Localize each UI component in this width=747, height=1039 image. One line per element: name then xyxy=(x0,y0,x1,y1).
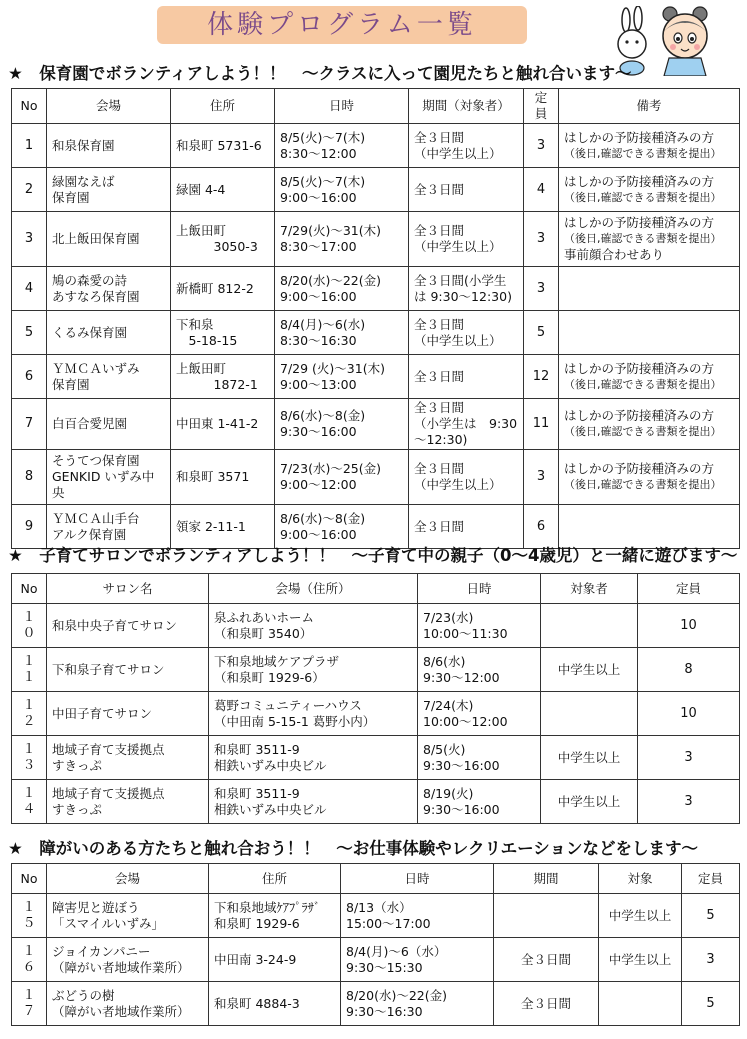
row-capacity: 5 xyxy=(682,982,740,1026)
row-address: 中田東 1-41-2 xyxy=(171,399,275,450)
row-venue: ぶどうの樹 （障がい者地域作業所） xyxy=(47,982,209,1026)
note-vaccination: はしかの予防接種済みの方 xyxy=(564,173,715,189)
row-address: 下和泉地域ｹｱﾌﾟﾗｻﾞ 和泉町 1929-6 xyxy=(209,894,341,938)
header-address: 住所 xyxy=(209,864,341,894)
row-venue: ジョイカンパニー （障がい者地域作業所） xyxy=(47,938,209,982)
header-datetime: 日時 xyxy=(275,89,409,124)
row-no: 4 xyxy=(12,267,47,311)
row-datetime: 8/13（水） 15:00～17:00 xyxy=(341,894,494,938)
row-datetime: 8/6(水) 9:30～12:00 xyxy=(418,648,541,692)
section-heading-salon: ★ 子育てサロンでボランティアしよう！！ ～子育て中の親子（0～4歳児）と一緒に遊びます～ xyxy=(8,546,738,565)
row-address: 新橋町 812-2 xyxy=(171,267,275,311)
row-datetime: 8/5(火) 9:30～16:00 xyxy=(418,736,541,780)
row-no: １２ xyxy=(12,692,47,736)
row-capacity: 3 xyxy=(524,450,559,505)
header-no: No xyxy=(12,864,47,894)
row-datetime: 7/29(火)～31(木) 8:30～17:00 xyxy=(275,212,409,267)
row-target xyxy=(541,604,638,648)
row-datetime: 8/6(水)～8(金) 9:30～16:00 xyxy=(275,399,409,450)
row-period: 全３日間 （中学生以上） xyxy=(409,212,524,267)
note-vaccination: はしかの予防接種済みの方 xyxy=(564,461,715,476)
row-target xyxy=(599,982,682,1026)
row-no: 7 xyxy=(12,399,47,450)
row-no: 8 xyxy=(12,450,47,505)
note-documents: （後日,確認できる書類を提出） xyxy=(564,232,722,245)
row-venue-address: 泉ふれあいホーム （和泉町 3540） xyxy=(209,604,418,648)
row-period: 全３日間 xyxy=(409,505,524,549)
table-row xyxy=(12,736,740,780)
header-datetime: 日時 xyxy=(341,864,494,894)
row-capacity: 3 xyxy=(524,267,559,311)
row-notes xyxy=(559,124,740,168)
header-address: 住所 xyxy=(171,89,275,124)
row-no: 6 xyxy=(12,355,47,399)
table-row xyxy=(12,399,740,450)
row-target: 中学生以上 xyxy=(541,736,638,780)
row-period: 全３日間 xyxy=(494,982,599,1026)
row-notes xyxy=(559,267,740,311)
table-header-row xyxy=(12,89,740,124)
table-row xyxy=(12,168,740,212)
table-row xyxy=(12,124,740,168)
note-documents: （後日,確認できる書類を提出） xyxy=(564,146,722,160)
table-row xyxy=(12,648,740,692)
row-capacity: 11 xyxy=(524,399,559,450)
row-venue: 北上飯田保育園 xyxy=(47,212,171,267)
row-salon-name: 地域子育て支援拠点 すきっぷ xyxy=(47,736,209,780)
row-venue: 和泉保育園 xyxy=(47,124,171,168)
row-salon-name: 中田子育てサロン xyxy=(47,692,209,736)
row-capacity: 6 xyxy=(524,505,559,549)
row-target: 中学生以上 xyxy=(599,894,682,938)
table-header-row xyxy=(12,574,740,604)
row-no: 3 xyxy=(12,212,47,267)
header-capacity: 定員 xyxy=(638,574,740,604)
header-venue: 会場 xyxy=(47,864,209,894)
row-period: 全３日間(小学生 は 9:30～12:30) xyxy=(409,267,524,311)
row-target: 中学生以上 xyxy=(541,648,638,692)
row-notes xyxy=(559,311,740,355)
header-salon-name: サロン名 xyxy=(47,574,209,604)
row-datetime: 8/20(水)～22(金) 9:00～16:00 xyxy=(275,267,409,311)
table-row xyxy=(12,692,740,736)
child-icon xyxy=(663,7,707,76)
row-venue: 鳩の森愛の詩 あすなろ保育園 xyxy=(47,267,171,311)
row-address: 領家 2-11-1 xyxy=(171,505,275,549)
row-capacity: 10 xyxy=(638,692,740,736)
row-period: 全３日間 xyxy=(494,938,599,982)
note-vaccination: はしかの予防接種済みの方 xyxy=(564,360,715,376)
table-row xyxy=(12,982,740,1026)
row-period: 全３日間 （中学生以上） xyxy=(409,124,524,168)
salon-table xyxy=(11,573,740,824)
row-venue: ＹＭＣＡいずみ 保育園 xyxy=(47,355,171,399)
row-notes xyxy=(559,399,740,450)
row-datetime: 7/24(木) 10:00～12:00 xyxy=(418,692,541,736)
note-documents: （後日,確認できる書類を提出） xyxy=(564,190,722,204)
header-period: 期間 xyxy=(494,864,599,894)
row-no: １４ xyxy=(12,780,47,824)
row-no: 1 xyxy=(12,124,47,168)
row-no: 5 xyxy=(12,311,47,355)
section-heading-disability: ★ 障がいのある方たちと触れ合おう！！ ～お仕事体験やレクリエーションなどをします～ xyxy=(8,839,698,858)
row-target xyxy=(541,692,638,736)
row-notes xyxy=(559,212,740,267)
table-row xyxy=(12,267,740,311)
header-target: 対象者 xyxy=(541,574,638,604)
row-capacity: 3 xyxy=(524,212,559,267)
row-period: 全３日間 （小学生は 9:30 ～12:30) xyxy=(409,399,524,450)
header-notes: 備考 xyxy=(559,89,740,124)
header-datetime: 日時 xyxy=(418,574,541,604)
row-capacity: 3 xyxy=(638,780,740,824)
row-venue-address: 和泉町 3511-9 相鉄いずみ中央ビル xyxy=(209,736,418,780)
row-no: １０ xyxy=(12,604,47,648)
row-datetime: 8/20(水)～22(金) 9:30～16:30 xyxy=(341,982,494,1026)
row-venue: ＹＭＣＡ山手台 アルク保育園 xyxy=(47,505,171,549)
row-salon-name: 和泉中央子育てサロン xyxy=(47,604,209,648)
row-no: １６ xyxy=(12,938,47,982)
row-capacity: 5 xyxy=(524,311,559,355)
row-no: １５ xyxy=(12,894,47,938)
note-documents: （後日,確認できる書類を提出） xyxy=(564,478,722,491)
row-address: 緑園 4-4 xyxy=(171,168,275,212)
table-row xyxy=(12,780,740,824)
header-no: No xyxy=(12,574,47,604)
header-capacity: 定員 xyxy=(682,864,740,894)
row-period: 全３日間 （中学生以上） xyxy=(409,311,524,355)
row-period xyxy=(494,894,599,938)
row-address: 下和泉 5-18-15 xyxy=(171,311,275,355)
row-no: １７ xyxy=(12,982,47,1026)
header-period: 期間（対象者） xyxy=(409,89,524,124)
row-capacity: 4 xyxy=(524,168,559,212)
row-venue: くるみ保育園 xyxy=(47,311,171,355)
row-address: 和泉町 4884-3 xyxy=(209,982,341,1026)
row-no: １１ xyxy=(12,648,47,692)
table-row xyxy=(12,355,740,399)
row-address: 上飯田町 3050-3 xyxy=(171,212,275,267)
row-capacity: 5 xyxy=(682,894,740,938)
row-notes xyxy=(559,355,740,399)
row-capacity: 3 xyxy=(524,124,559,168)
row-address: 和泉町 3571 xyxy=(171,450,275,505)
table-row xyxy=(12,604,740,648)
header-venue-address: 会場（住所） xyxy=(209,574,418,604)
row-capacity: 12 xyxy=(524,355,559,399)
page-title: 体験プログラム一覧 xyxy=(157,6,527,44)
row-salon-name: 地域子育て支援拠点 すきっぷ xyxy=(47,780,209,824)
table-row xyxy=(12,311,740,355)
table-header-row xyxy=(12,864,740,894)
row-venue: 白百合愛児園 xyxy=(47,399,171,450)
row-period: 全３日間 xyxy=(409,355,524,399)
row-no: 9 xyxy=(12,505,47,549)
row-datetime: 8/5(火)～7(木) 9:00～16:00 xyxy=(275,168,409,212)
row-datetime: 8/19(火) 9:30～16:00 xyxy=(418,780,541,824)
row-address: 中田南 3-24-9 xyxy=(209,938,341,982)
row-target: 中学生以上 xyxy=(541,780,638,824)
row-venue: そうてつ保育園 GENKID いずみ中 央 xyxy=(47,450,171,505)
table-row xyxy=(12,938,740,982)
row-address: 上飯田町 1872-1 xyxy=(171,355,275,399)
header-venue: 会場 xyxy=(47,89,171,124)
row-no: １３ xyxy=(12,736,47,780)
row-notes xyxy=(559,450,740,505)
disability-table xyxy=(11,863,740,1026)
header-no: No xyxy=(12,89,47,124)
row-venue: 緑園なえば 保育園 xyxy=(47,168,171,212)
row-datetime: 8/5(火)～7(木) 8:30～12:00 xyxy=(275,124,409,168)
row-capacity: 3 xyxy=(682,938,740,982)
row-datetime: 8/4(月)～6(水) 8:30～16:30 xyxy=(275,311,409,355)
row-notes xyxy=(559,168,740,212)
row-venue: 障害児と遊ぼう 「スマイルいずみ」 xyxy=(47,894,209,938)
section-heading-nursery: ★ 保育園でボランティアしよう！！ ～クラスに入って園児たちと触れ合います～ xyxy=(8,64,632,83)
row-period: 全３日間 xyxy=(409,168,524,212)
row-address: 和泉町 5731-6 xyxy=(171,124,275,168)
table-row xyxy=(12,894,740,938)
row-capacity: 8 xyxy=(638,648,740,692)
header-target: 対象 xyxy=(599,864,682,894)
header-capacity: 定員 xyxy=(524,89,559,124)
row-datetime: 7/23(水) 10:00～11:30 xyxy=(418,604,541,648)
note-meeting: 事前顔合わせあり xyxy=(564,247,665,262)
note-vaccination: はしかの予防接種済みの方 xyxy=(564,408,715,423)
row-datetime: 7/23(水)～25(金) 9:00～12:00 xyxy=(275,450,409,505)
nursery-table xyxy=(11,88,740,549)
note-documents: （後日,確認できる書類を提出） xyxy=(564,377,722,391)
row-period: 全３日間 （中学生以上） xyxy=(409,450,524,505)
note-vaccination: はしかの予防接種済みの方 xyxy=(564,129,715,145)
table-row xyxy=(12,450,740,505)
note-vaccination: はしかの予防接種済みの方 xyxy=(564,215,715,230)
note-documents: （後日,確認できる書類を提出） xyxy=(564,425,722,438)
row-target: 中学生以上 xyxy=(599,938,682,982)
row-capacity: 10 xyxy=(638,604,740,648)
row-capacity: 3 xyxy=(638,736,740,780)
row-datetime: 8/4(月)～6（水） 9:30～15:30 xyxy=(341,938,494,982)
row-venue-address: 下和泉地域ケアプラザ （和泉町 1929-6） xyxy=(209,648,418,692)
row-salon-name: 下和泉子育てサロン xyxy=(47,648,209,692)
table-row xyxy=(12,212,740,267)
row-venue-address: 葛野コミュニティーハウス （中田南 5-15-1 葛野小内） xyxy=(209,692,418,736)
row-venue-address: 和泉町 3511-9 相鉄いずみ中央ビル xyxy=(209,780,418,824)
row-datetime: 7/29 (火)～31(木) 9:00～13:00 xyxy=(275,355,409,399)
row-no: 2 xyxy=(12,168,47,212)
row-datetime: 8/6(水)～8(金) 9:00～16:00 xyxy=(275,505,409,549)
